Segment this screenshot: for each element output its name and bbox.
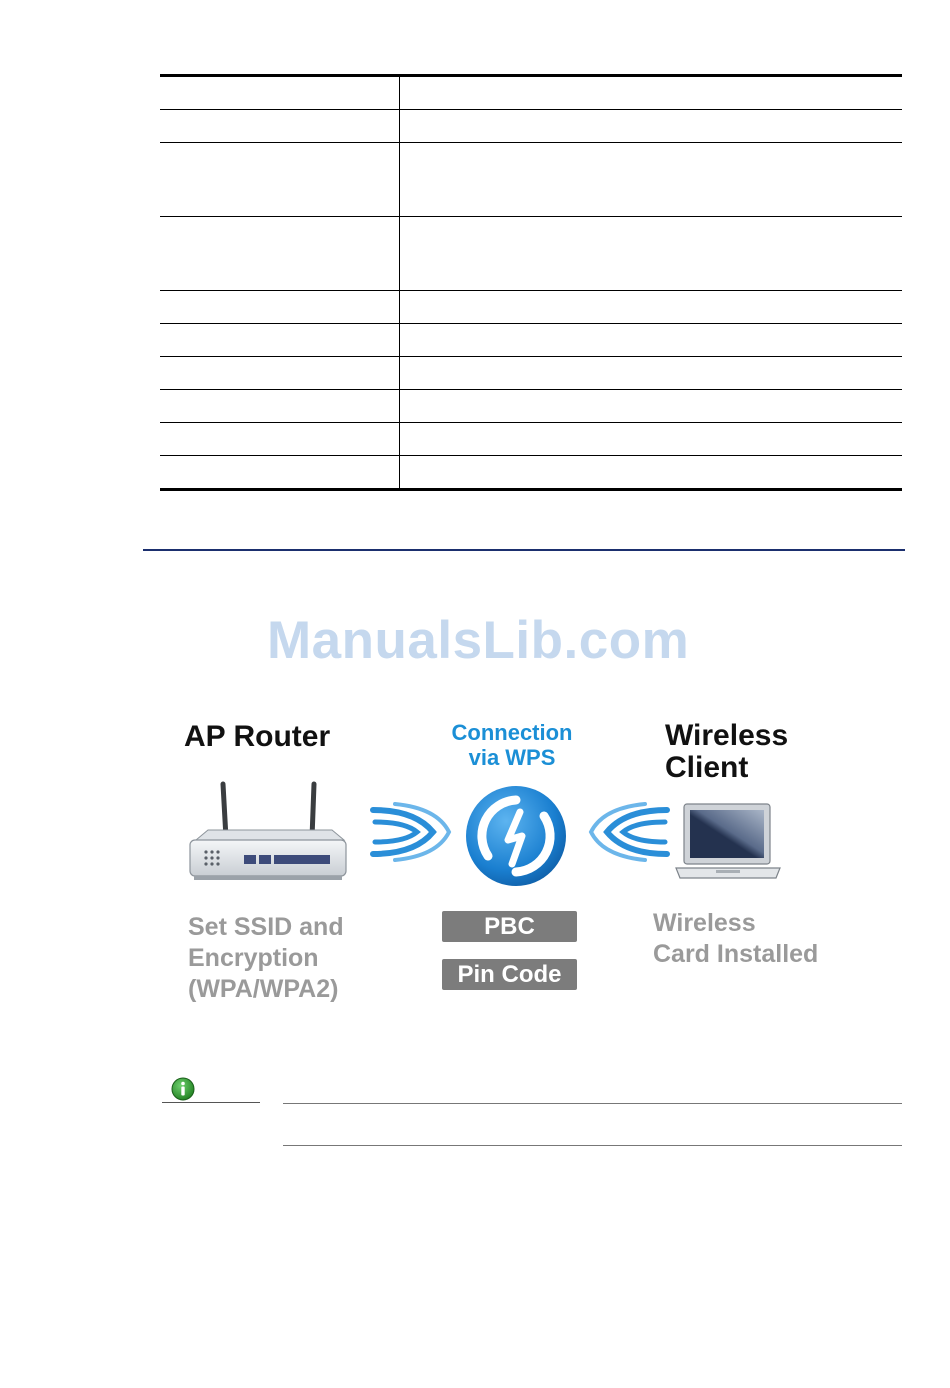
wps-title	[428, 720, 596, 770]
note-divider	[283, 1145, 902, 1146]
table-row	[160, 422, 902, 455]
table-cell	[160, 423, 400, 455]
table-cell	[160, 217, 400, 290]
note-divider	[283, 1103, 902, 1104]
table-cell	[400, 77, 902, 109]
table-cell	[400, 143, 902, 216]
table-cell	[400, 110, 902, 142]
caption-line: (WPA/WPA2)	[188, 975, 339, 1003]
table-cell	[400, 324, 902, 356]
ap-router-caption	[188, 912, 344, 1005]
table-row	[160, 389, 902, 422]
laptop-icon	[672, 802, 784, 886]
info-icon	[171, 1077, 195, 1101]
table-cell	[160, 456, 400, 488]
table-cell	[160, 390, 400, 422]
table-cell	[160, 291, 400, 323]
note-underline	[162, 1102, 260, 1103]
caption-line: Set SSID and	[188, 913, 344, 941]
ap-router-title: AP Router	[184, 720, 331, 753]
caption-line: Encryption	[188, 944, 319, 972]
table-cell	[400, 291, 902, 323]
table-row	[160, 142, 902, 216]
table-row	[160, 356, 902, 389]
table-row	[160, 77, 902, 109]
table-row	[160, 455, 902, 488]
table-cell	[160, 357, 400, 389]
client-title-line: Wireless	[665, 719, 789, 752]
client-title-line: Client	[665, 751, 749, 784]
pbc-label: PBC	[442, 911, 577, 942]
signal-waves-icon	[365, 802, 455, 862]
caption-line: Card Installed	[653, 940, 819, 968]
table-cell	[160, 143, 400, 216]
table-row	[160, 290, 902, 323]
table-row	[160, 216, 902, 290]
table-cell	[160, 110, 400, 142]
section-divider	[143, 549, 905, 551]
table-cell	[400, 217, 902, 290]
table-cell	[160, 324, 400, 356]
table-cell	[400, 357, 902, 389]
wps-title-line: via WPS	[468, 745, 556, 770]
wps-diagram	[160, 690, 860, 1050]
pin-code-label: Pin Code	[442, 959, 577, 990]
table-cell	[400, 423, 902, 455]
wireless-client-caption	[653, 908, 818, 970]
signal-waves-icon	[585, 802, 675, 862]
router-icon	[186, 780, 350, 890]
table-row	[160, 109, 902, 142]
table-cell	[160, 77, 400, 109]
table-cell	[400, 456, 902, 488]
table-row	[160, 323, 902, 356]
wps-title-line: Connection	[451, 720, 573, 745]
table-cell	[400, 390, 902, 422]
watermark: ManualsLib.com	[267, 611, 690, 670]
caption-line: Wireless	[653, 909, 756, 937]
wireless-client-title	[665, 720, 788, 784]
wps-icon	[464, 784, 568, 888]
parameter-table	[160, 74, 902, 491]
